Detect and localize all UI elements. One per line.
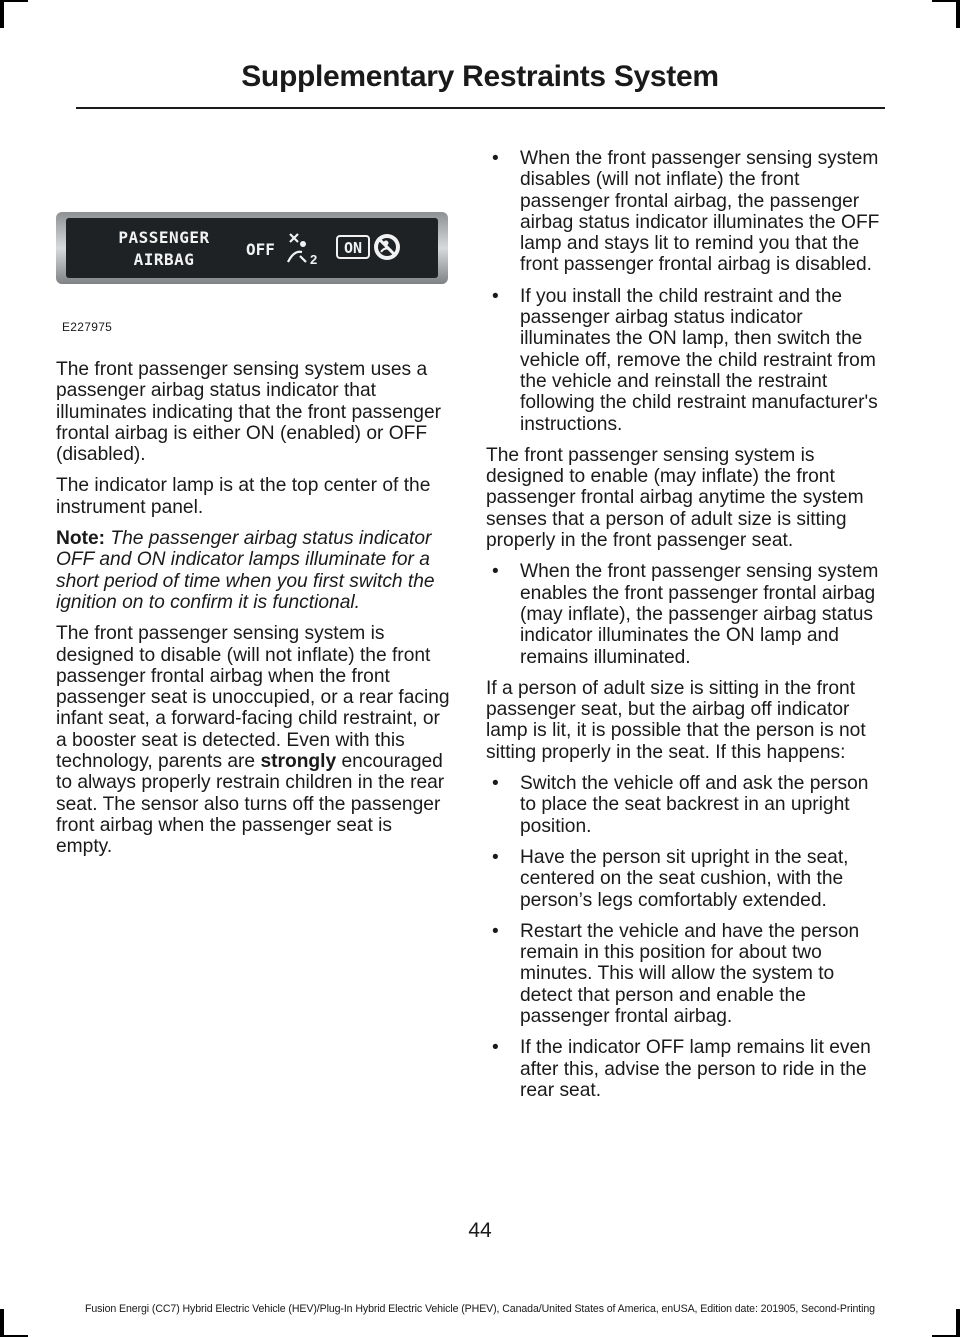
list-item-text: When the front passenger sensing system enables the front passenger frontal airbag (may inflate), the passenger airbag status indicator illuminates the ON lamp and remains illuminated. <box>520 561 879 668</box>
bullet-list <box>486 773 882 1101</box>
on-lamp-label: ON <box>343 239 363 257</box>
crop-mark <box>956 0 960 28</box>
list-item <box>486 773 882 837</box>
list-item-text: If the indicator OFF lamp remains lit even after this, advise the person to ride in the rear seat. <box>520 1037 871 1101</box>
crop-mark <box>0 0 28 2</box>
bullet-icon: • <box>492 773 499 795</box>
list-item <box>486 847 882 911</box>
list-item-text: If you install the child restraint and the passenger airbag status indicator illuminates the ON lamp, then switch the vehicle off, remove the child restraint from the vehicle and reinstall the restraint following the child restraint manufacturer's instructions. <box>520 285 878 435</box>
note-text: The passenger airbag status indicator OFF and ON indicator lamps illuminate for a short period of time when you first switch the ignition on to confirm it is functional. <box>56 528 435 613</box>
paragraph: The front passenger sensing system is designed to enable (may inflate) the front passenger frontal airbag anytime the system senses that a person of adult size is sitting properly in the front passenger seat. <box>486 444 864 552</box>
airbag-off-icon <box>374 234 400 260</box>
list-item <box>486 1037 882 1101</box>
footer-edition-info: Fusion Energi (CC7) Hybrid Electric Vehicle (HEV)/Plug-In Hybrid Electric Vehicle (PHEV), Canada/United States of America, enUSA, Edition date: 201905, Second-Printing <box>85 1303 875 1315</box>
list-item-text: Switch the vehicle off and ask the person to place the seat backrest in an upright position. <box>520 773 869 837</box>
list-item <box>486 921 882 1027</box>
bullet-icon: • <box>492 846 499 868</box>
crop-mark <box>932 0 960 2</box>
list-item <box>486 561 882 667</box>
child-seat-subscript: 2 <box>310 252 318 267</box>
emphasis-strongly: strongly <box>260 751 337 773</box>
paragraph-text: The front passenger sensing system is designed to disable (will not inflate) the front passenger frontal airbag when the front passenger seat is unoccupied, or a rear facing infant seat, a forward-facing child restraint, or a booster seat is detected. Even with this technology, parents are <box>56 623 450 773</box>
bullet-icon: • <box>492 561 499 583</box>
airbag-indicator-figure <box>56 204 448 336</box>
indicator-label-line1: PASSENGER <box>118 228 210 247</box>
bullet-icon: • <box>492 285 499 307</box>
paragraph-text: encouraged to always properly restrain children in the rear seat. The sensor also turns off the passenger front airbag when the passenger seat is empty. <box>56 751 445 858</box>
list-item <box>486 286 882 435</box>
paragraph: If a person of adult size is sitting in the front passenger seat, but the airbag off indicator lamp is lit, it is possible that the person is not sitting properly in the seat. If this happens: <box>486 677 866 763</box>
page-title: Supplementary Restraints System <box>241 60 719 93</box>
indicator-label-line2: AIRBAG <box>133 250 195 269</box>
list-item-text: Restart the vehicle and have the person remain in this position for about two minutes. This will allow the system to detect that person and enable the passenger frontal airbag. <box>520 920 860 1027</box>
bullet-icon: • <box>492 920 499 942</box>
paragraph: The indicator lamp is at the top center of the instrument panel. <box>56 475 431 518</box>
paragraph <box>56 623 450 857</box>
off-lamp-label: OFF <box>246 240 275 259</box>
page-number: 44 <box>468 1219 492 1242</box>
note-label: Note: <box>56 528 106 550</box>
bullet-list <box>486 561 882 667</box>
right-column <box>486 148 882 1111</box>
bullet-icon: • <box>492 1037 499 1059</box>
bullet-list <box>486 148 882 435</box>
paragraph: The front passenger sensing system uses a passenger airbag status indicator that illuminates indicating that the front passenger frontal airbag is either ON (enabled) or OFF (disabled). <box>56 359 442 466</box>
note <box>56 528 450 613</box>
bullet-icon: • <box>492 148 499 169</box>
figure-code: E227975 <box>62 320 113 334</box>
left-column <box>56 359 450 868</box>
list-item <box>486 148 882 276</box>
list-item-text: When the front passenger sensing system disables (will not inflate) the front passenger frontal airbag, the passenger airbag status indicator illuminates the OFF lamp and stays lit to remind you that the front passenger frontal airbag is disabled. <box>520 148 880 276</box>
list-item-text: Have the person sit upright in the seat, centered on the seat cushion, with the person’s legs comfortably extended. <box>520 846 849 911</box>
header-divider <box>76 107 885 109</box>
crop-mark <box>0 0 4 28</box>
